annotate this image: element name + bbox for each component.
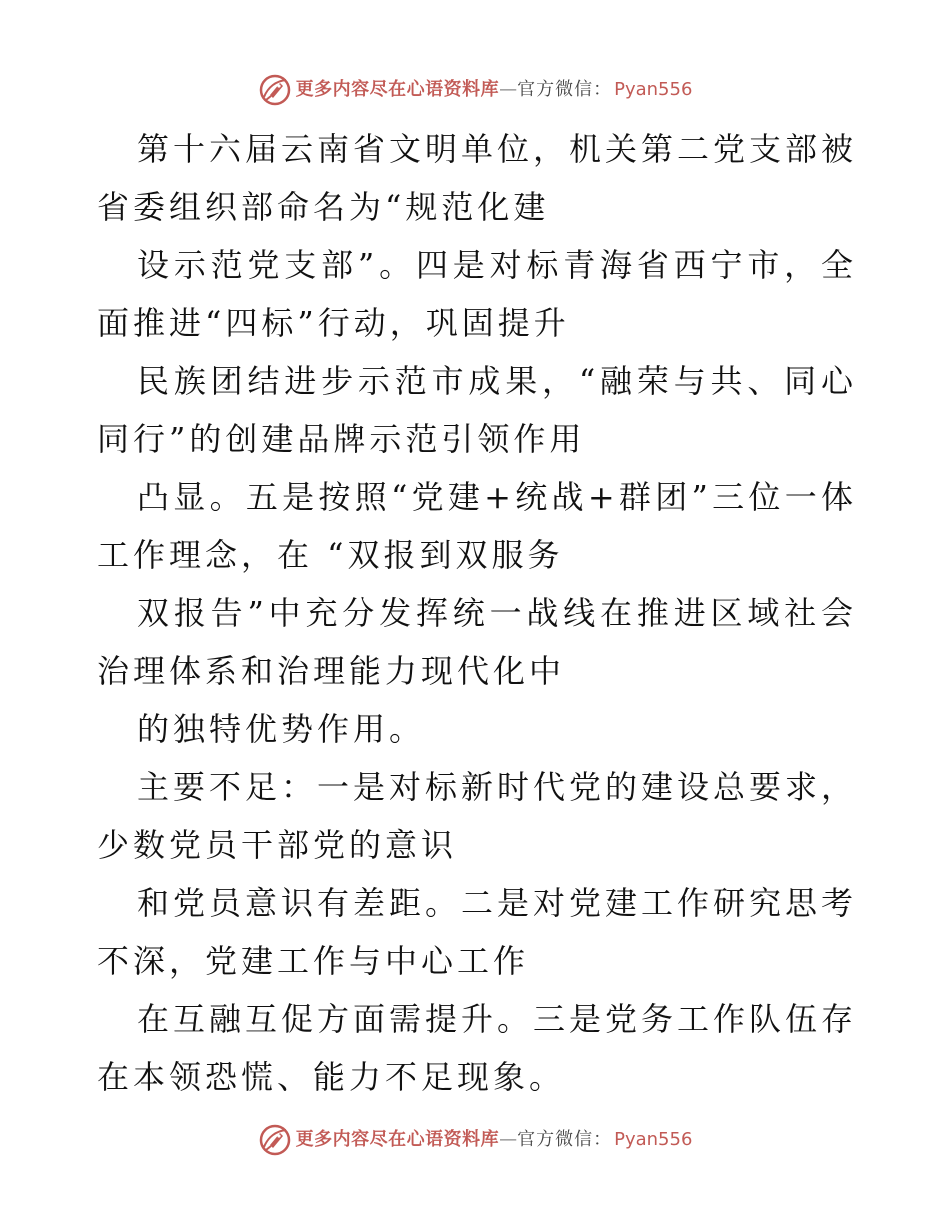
paragraph: 双报告”中充分发挥统一战线在推进区域社会治理体系和治理能力现代化中: [97, 594, 857, 690]
paragraph: 第十六届云南省文明单位，机关第二党支部被省委组织部命名为“规范化建: [97, 130, 858, 226]
watermark-dash: —: [499, 79, 518, 100]
pen-nib-logo-icon: [258, 1123, 292, 1157]
paragraph: 民族团结进步示范市成果，“融荣与共、同心同行”的创建品牌示范引领作用: [97, 362, 857, 458]
paragraph: 在互融互促方面需提升。三是党务工作队伍存在本领恐慌、能力不足现象。: [97, 1000, 858, 1096]
paragraph: 和党员意识有差距。二是对党建工作研究思考不深，党建工作与中心工作: [97, 884, 858, 980]
watermark-contact-label: 官方微信：: [517, 79, 613, 100]
paragraph: 凸显。五是按照“党建+统战+群团”三位一体工作理念，在 “双报到双服务: [97, 478, 857, 574]
pen-nib-logo-icon: [258, 73, 292, 107]
watermark-text: 更多内容尽在心语资料库: [295, 79, 500, 100]
watermark-dash: —: [499, 1129, 518, 1150]
footer-watermark: [0, 1122, 950, 1158]
watermark-contact-label: 官方微信：: [517, 1129, 613, 1150]
watermark-text: 更多内容尽在心语资料库: [295, 1129, 500, 1150]
watermark-contact-id: Pyan556: [614, 1129, 693, 1150]
watermark-contact-id: Pyan556: [614, 79, 693, 100]
header-watermark: [0, 72, 950, 108]
paragraph: 的独特优势作用。: [137, 710, 426, 748]
paragraph: 主要不足：一是对标新时代党的建设总要求，少数党员干部党的意识: [97, 768, 858, 864]
document-body: [97, 120, 857, 1106]
paragraph: 设示范党支部”。四是对标青海省西宁市，全面推进“四标”行动，巩固提升: [97, 246, 857, 342]
